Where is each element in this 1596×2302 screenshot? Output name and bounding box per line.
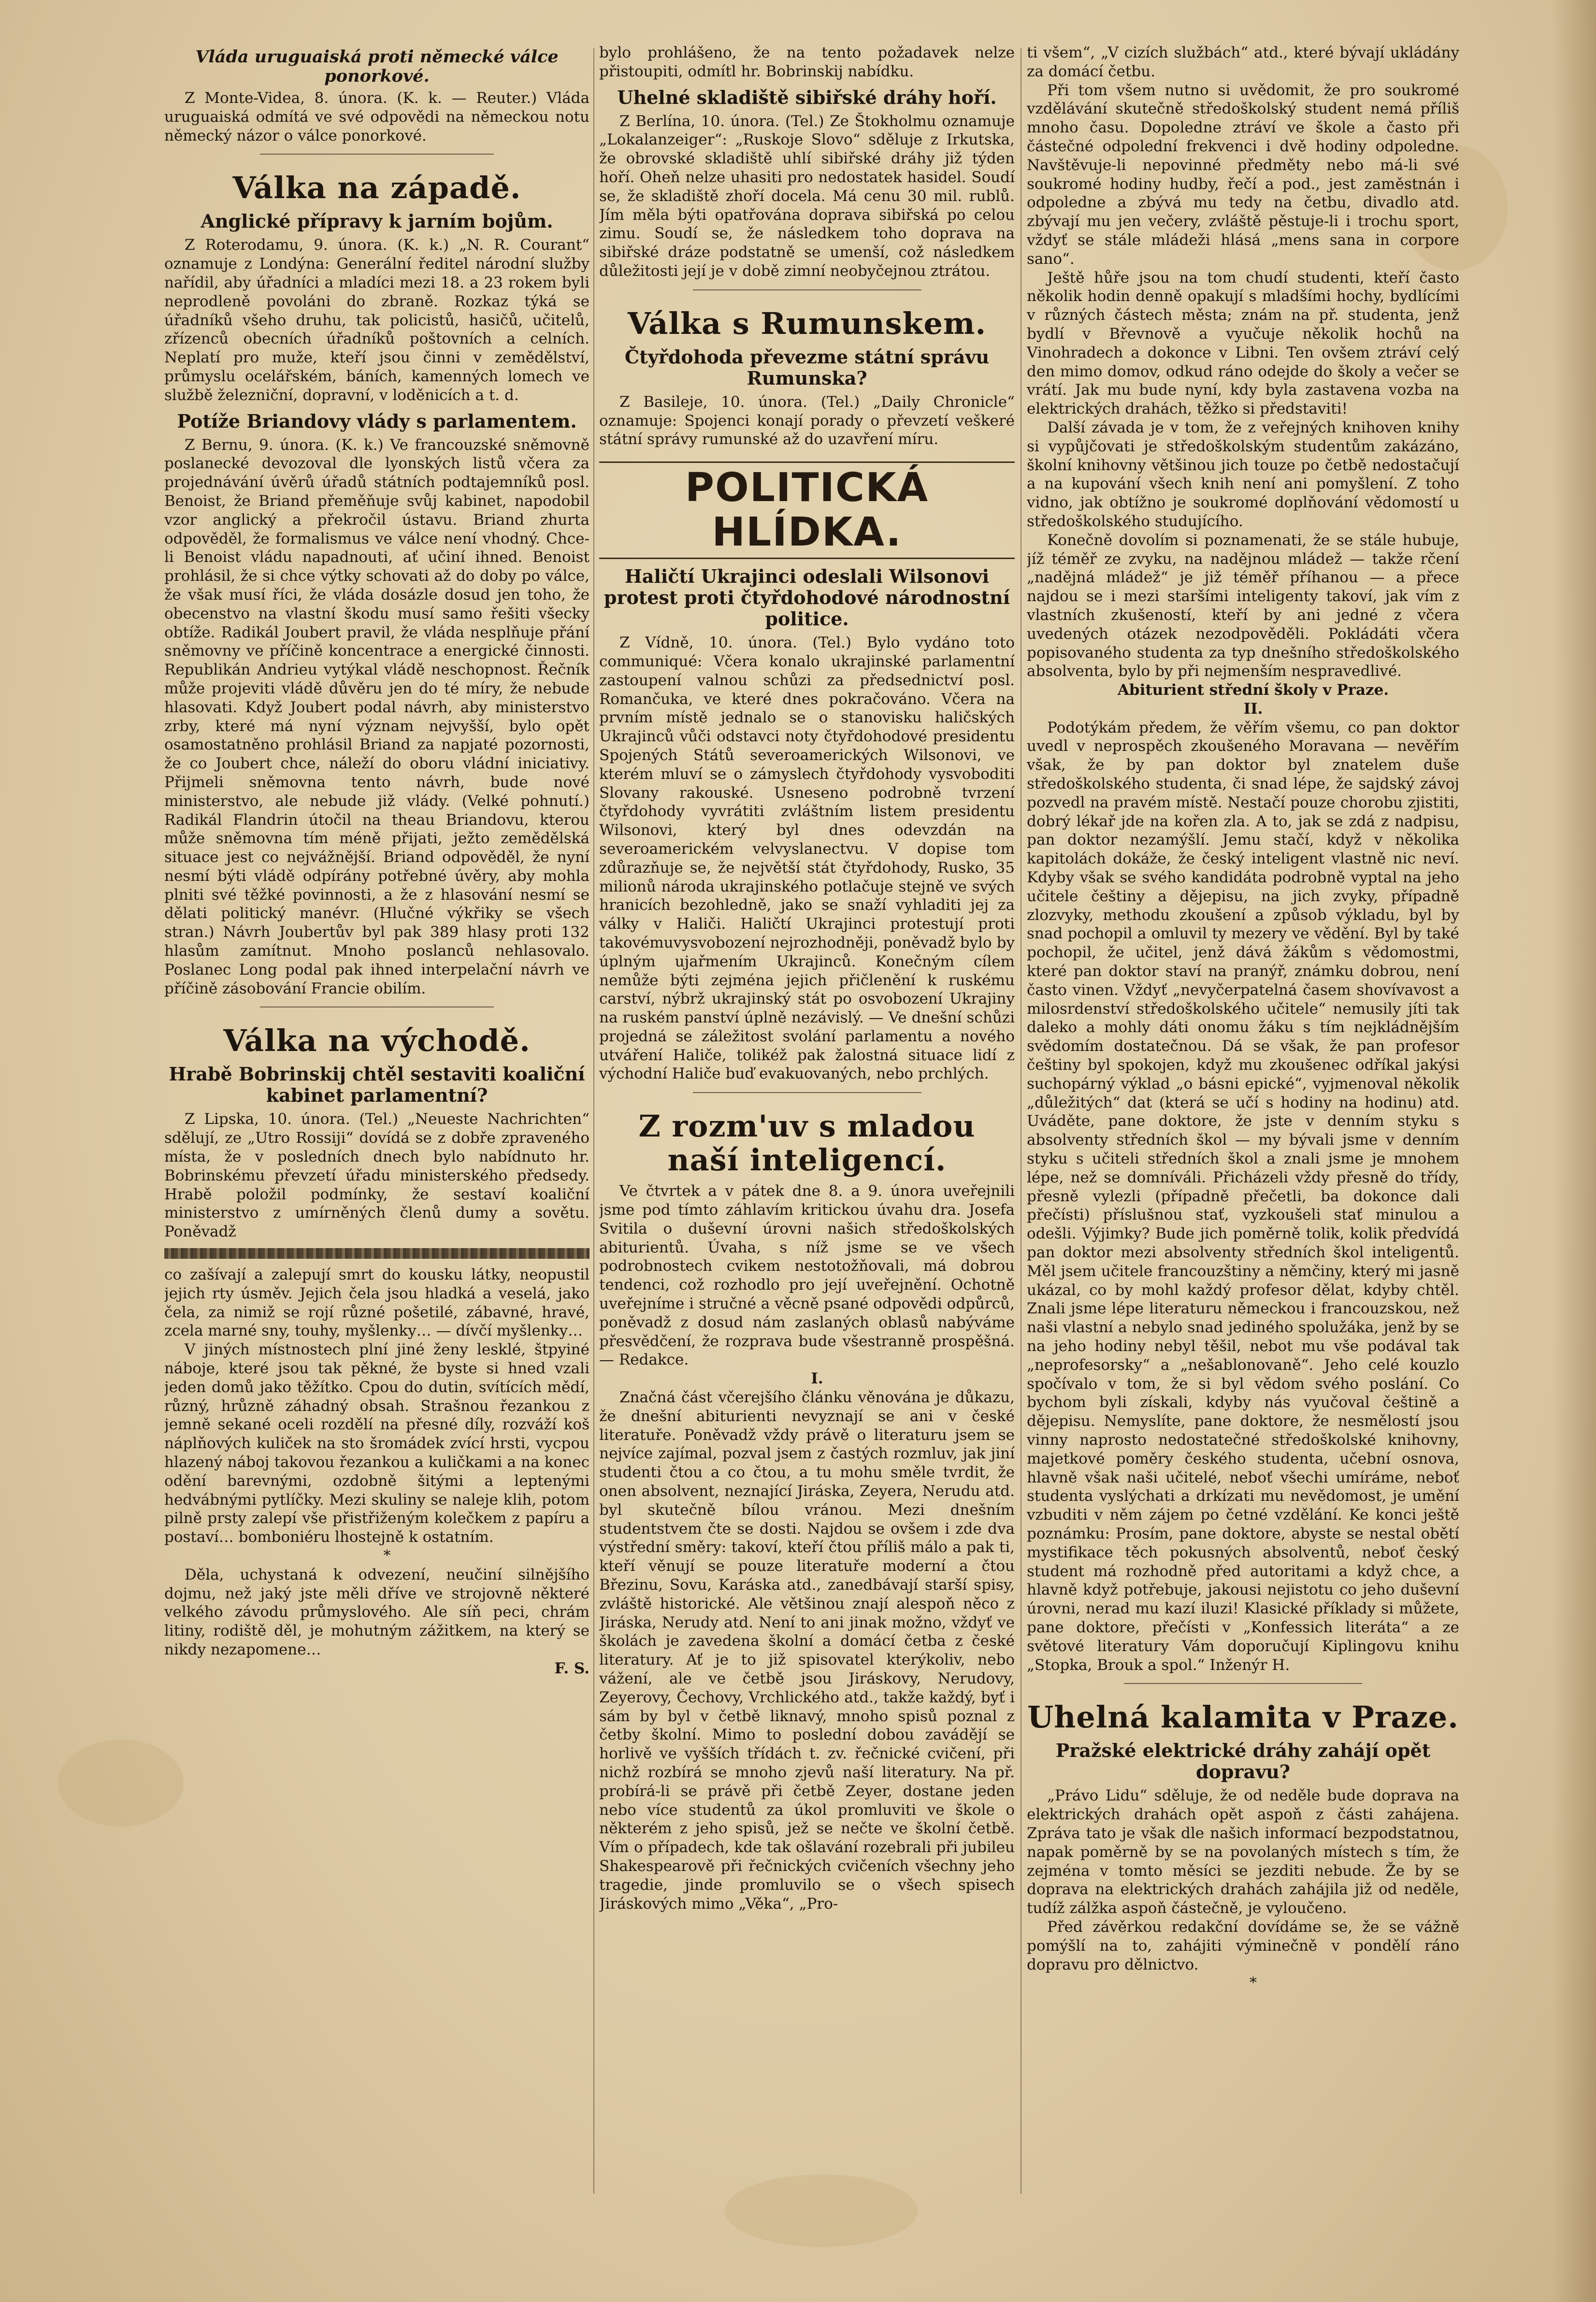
article-headline: Čtyřdohoda převezme státní správu Rumunska? xyxy=(624,345,990,389)
column-left xyxy=(164,43,590,2170)
part-number: I. xyxy=(811,1370,823,1388)
section-headline: Z rozm'uv s mladou naší inteligencí. xyxy=(638,1108,976,1178)
paragraph: Značná část včerejšího článku věnována je důkazu, že dnešní abiturienti nevyznají se ani v české literatuře. Poněvadž vždy právě o literaturu jsem se nejvíce zajímal, pozval jsem z častých rozmluv, jak jiní studenti čtou a co čtou, a tu mohu směle tvrdit, že onen absolvent, neznající Jiráska, Zeyera, Nerudu atd. byl skutečně bílou vránou. Mezi dnešním studentstvem čte se dosti. Najdou se ovšem i zde dva výstřední směry: takoví, kteří čtou příliš málo a pak ti, kteří věnují se pouze literatuře moderní a čtou Březinu, Sovu, Karáska atd., zanedbávají starší spisy, zvláště historické. Ale většinou znají alespoň něco z Jiráska, Nerudy atd. Není to ani jinak možno, vždyť ve školách je zavedena školní a domácí četba z české literatury. Ať je to již spisovatel kterýkoliv, nebo vážení, ale ve četbě jsou Jiráskovy, Nerudovy, Zeyerovy, Čechovy, Vrchlického atd., takže každý, byť i sám by byl v četbě liknavý, mnoho spisů poznal z četby školní. Mimo to poslední dobou zavádějí se horlivě ve vyšších třídách t. zv. řečnické cvičení, při nichž rozbírá se mnoho zjevů naší literatury. Na př. probírá-li se právě při četbě Zeyer, dostane jeden nebo více studentů za úkol promluviti ve škole o některém z jeho spisů, jež se nečte ve školní četbě. Vím o případech, kde tak ošlavání rozebrali při jubileu Shakespearově při řečnických cvičeních všechny jeho tragedie, jinde promluvilo se o všech spisech Jiráskových mimo „Věka“, „Pro- xyxy=(599,1389,1015,1913)
article-headline: Uhelné skladiště sibiřské dráhy hoří. xyxy=(617,86,997,108)
column-middle xyxy=(599,43,1015,2170)
article-headline: Hrabě Bobrinskij chtěl sestaviti koaliční kabinet parlamentní? xyxy=(169,1063,585,1107)
paragraph: Děla, uchystaná k odvezení, neučiní silnějšího dojmu, než jaký jste měli dříve ve strojovně některé velkého závodu průmyslového. Ale síň peci, chrám litiny, rodiště děl, je mohutným zážitkem, na který se nikdy nezapomene… xyxy=(164,1566,590,1658)
section-break: * xyxy=(383,1547,391,1564)
article-headline: Haličtí Ukrajinci odeslali Wilsonovi protest proti čtyřdohodové národnostní politice. xyxy=(604,565,1010,630)
paragraph: bylo prohlášeno, že na tento požadavek nelze přistoupiti, odmítl hr. Bobrinskij nabídku. xyxy=(599,44,1015,80)
paragraph: Z Berlína, 10. února. (Tel.) Ze Štokholmu oznamuje „Lokalanzeiger“: „Ruskoje Slovo“ sděluje z Irkutska, že obrovské skladiště uhlí sibiřské dráhy již týden hoří. Oheň nelze uhasiti pro nedostatek hasidel. Soudí se, že skladiště zhoří docela. Má cenu 30 mil. rublů. Jím měla býti opatřována doprava sibiřská po celou zimu. Soudí se, že následkem toho doprava na sibiřské dráze podstatně se umenší, což následkem důležitosti její je v době zimní neobyčejnou ztrátou. xyxy=(599,112,1015,280)
article-headline: Potíže Briandovy vlády s parlamentem. xyxy=(177,410,577,432)
paragraph: Další závada je v tom, že z veřejných knihoven knihy si vypůjčovati je středoškolským studentům zakázáno, školní knihovny většinou jich touze po četbě nedostačují a na kupování všech knih není ani pomyšlení. Z toho vidno, jak obtížno je soukromé doplňování vědomostí u středoškolského studujícího. xyxy=(1027,418,1459,530)
paragraph: Podotýkám předem, že věřím všemu, co pan doktor uvedl v neprospěch zkoušeného Moravana — nevěřím však, že by pan doktor byl znatelem duše středoškolského studenta, či snad lépe, že sajdský závoj pozvedl na pravém místě. Nestačí pouze chorobu zjistiti, dobrý lékař jde na kořen zla. A to, jak se zdá z nadpisu, pan doktor nezamýšlí. Jemu stačí, když v několika kapitolách dokáže, že český inteligent vlastně nic neví. Kdyby však se svého kandidáta podrobně vyptal na jeho učitele češtiny a dějepisu, na jich zvyky, případně zlozvyky, methodu zkoušení a způsob výkladu, byl by snad pochopil a omluvil ty mezery ve vědění. Byl by také pochopil, že učitel, jenž dává žákům s vědomostmi, které pan doktor staví na pranýř, známku dobrou, není často vinen. Vždyť „nevyčerpatelná časem shovívavost a milosrdenství středoškolského učitele“ nemusily jíti tak daleko a mohly dáti onomu žáku s tím nejkládnějším svědomím dostatečnou. Dá se však, že pan profesor češtiny byl spokojen, když mu zkoušenec odříkal jakýsi suchopárný výklad „o básni epické“, vyjmenoval několik „důležitých“ dat (která se učí s hodiny na hodinu) atd. Uváděte, pane doktore, že jste v denním styku s absolventy středních škol — my bývali jsme v denním styku s učiteli středních škol a znali jsme je mnohem lépe, než se domníváli. Přicházeli vždy přesně do třídy, přesně vylezli (případně přečetli, ba dokonce dali přečísti) příslušnou stať, vyzkoušeli stať minulou a odešli. Výjimky? Bude jich poměrně tolik, kolik předvídá pan doktor mezi absolventy středních škol inteligentů. Měl jsem učitele francouzštiny a němčiny, který mi jasně ukázal, co by mohl každý profesor dělat, kdyby chtěl. Znali jsme lépe literaturu německou i francouzskou, než naši vlastní a nebylo snad jediného spolužáka, jenž by se na jeho hodiny nebyl těšil, nebot mu vše podával tak „neprofesorsky“ a „nešablonovaně“. Jeho celé kouzlo spočívalo v tom, že si byl vědom svého poslání. Co bychom byli získali, kdyby nás vyučoval češtině a dějepisu. Nemyslíte, pane doktore, že nesmělostí jsou vinny naprosto nedostatečné středoškolské knihovny, majetkové poměry českého studenta, učební osnova, hlavně však naši učitelé, neboť všechi umíráme, neboť studenta vyslýchati a drkízati mu nevědomost, je umění vzbuditi v něm zájem po četné vzdělání. Ke konci ještě poznámku: Prosím, pane doktore, abyste se nestal obětí mystifikace těch pokusných absolventů, neboť český student má rozhodně před autoritami a když chce, a hlavně když potřebuje, jakousi nejistotu co jeho duševní úrovni, nerad mu kazí iluzi! Klasické příklady si můžete, pane doktore, přečísti v „Konfessich literáta“ a ze světové literatury Vám doporučují Kiplingovu knihu „Stopka, Brouk a spol.“ Inženýr H. xyxy=(1027,719,1459,1674)
paragraph: co zašívají a zalepují smrt do kousku látky, neopustil jejich rty úsměv. Jejich čela jsou hladká a veselá, jako čela, za nimiž se rojí různé pošetilé, zábavné, hravé, zcela marné sny, touhy, myšlenky… — dívčí myšlenky… xyxy=(164,1266,590,1340)
paragraph: V jiných místnostech plní jiné ženy lesklé, štpyiné náboje, které jsou tak pěkné, že byste si hned vzali jeden domů jako těžítko. Cpou do dutin, svítících mědí, různý, hrůzně záhadný obsah. Strašnou řezankou z jemně sekané oceli rozdělí na přesné díly, rozváží koš náplňových kuliček na sto šromádek zvící hrsti, vycpou hlazený náboj takovou řezankou a kuličkami a na konec odění barevnými, ozdobně šitými a leptenými hedvábnými pytlíčky. Mezi skuliny se naleje klih, potom pilně prsty zalepí vše přistřiženým kolečkem z papíru a postaví… bomboniéru lhostejně k ostatním. xyxy=(164,1341,590,1546)
lead-headline: Vláda uruguaiská proti německé válce ponorkové. xyxy=(195,47,559,86)
article-headline: Anglické přípravy k jarním bojům. xyxy=(201,210,553,232)
paragraph: Z Bernu, 9. února. (K. k.) Ve francouzské sněmovně poslanecké devozoval dle lyonských listů včera za projednávání úvěrů úřadů státních podtajemníků posl. Benoist, že Briand přeměňuje svůj kabinet, napodobil vzor anglický a překročil ústavu. Briand zhurta odpověděl, že formalismus ve válce není vhodný. Chce-li Benoist vládu napadnouti, ať učiní ihned. Benoist prohlásil, že si chce výtky schovati až do doby po válce, že však musí říci, že vláda dosázle dosud jen toho, že obecenstvo na vlastní škodu musí samo řešiti všecky obtíže. Radikál Joubert pravil, že vláda nesplňuje přání sněmovny ve příčině koncentrace a energické činnosti. Republikán Andrieu vytýkal vládě neschopnost. Řečník může projeviti vládě důvěru jen do té míry, že nebude hlasovati. Když Joubert podal návrh, aby ministerstvo zrby, které má nyní význam nejvyšší, bylo opět osamostatněno prohlásil Briand za napjaté pozornosti, že co Joubert chce, náleží do oboru vládní iniciativy. Přijmeli sněmovna tento návrh, bude nové ministerstvo, ale nebude již vlády. (Velké pohnutí.) Radikál Flandrin útočil na theau Briandovu, kterou může sněmovna tím méně přijati, ježto zemědělská situace jest co nejvážnější. Briand odpověděl, že nyní nesmí býti vládě odpírány potřebné úvěry, aby mohla plniti své těžké povinnosti, a že z hlasování nesmí se dělati politický manévr. (Hlučné výkřiky se všech stran.) Návrh Joubertův byl pak 389 hlasy proti 132 hlasům zamítnut. Mnoho poslanců nehlasovalo. Poslanec Long podal pak ihned interpelační návrh ve příčině zásobování Francie obilím. xyxy=(164,436,590,997)
page-edge-shadow xyxy=(1553,0,1596,2302)
section-headline: Uhelná kalamita v Praze. xyxy=(1027,1699,1459,1735)
paragraph: Ještě hůře jsou na tom chudí studenti, kteří často několik hodin denně opakují s mladšími hochy, bydlícími v různých částech města; znám na př. studenta, jenž bydlí v Břevnově a vyučuje několik hochů na Vinohradech a dokonce v Libni. Ten ovšem ztráví celý den mimo domov, odkud ráno odejde do školy a večer se vrátí. Jak mu bude nyní, kdy byla zastavena vozba na elektrických drahách, těžko si představiti! xyxy=(1027,269,1459,418)
article-headline: Pražské elektrické dráhy zahájí opět dopravu? xyxy=(1055,1740,1431,1783)
separator-rule xyxy=(1124,1683,1362,1684)
section-banner: POLITICKÁ HLÍDKA. xyxy=(599,461,1015,559)
separator-rule xyxy=(693,1092,921,1093)
section-headline: Válka s Rumunskem. xyxy=(627,305,987,341)
paragraph: „Právo Lidu“ sděluje, že od neděle bude doprava na elektrických drahách opět aspoň z části zahájena. Zpráva tato je však dle našich informací bezpodstatnou, napak poměrně by se na povolaných místech s tím, že zejména v tomto měsíci se jezditi nebude. Že by se doprava na elektrických drahách zahájila již od neděle, tudíž zálžka aspoň částečně, je vyloučeno. xyxy=(1027,1787,1459,1917)
section-headline: Válka na východě. xyxy=(223,1023,531,1059)
paragraph: Ve čtvrtek a v pátek dne 8. a 9. února uveřejnili jsme pod tímto záhlavím kritickou úvahu dra. Josefa Svitila o duševní úrovni našich středoškolských abiturientů. Úvaha, s níž jsme se ve všech podrobnostech cvikem nestotožňovali, má dobrou tendenci, což rozhodlo pro její uveřejnění. Ochotně uveřejníme i stručné a věcně psané odpovědi odpůrců, poněvadž z dosud nám zaslaných oblasů nabýváme přesvědčení, že rozprava bude všestranně prospěšná. — Redakce. xyxy=(599,1182,1015,1369)
paragraph: Při tom všem nutno si uvědomit, že pro soukromé vzdělávání skutečně středoškolský student nemá příliš mnoho času. Dopoledne ztráví ve škole a často při částečné odpolední frekvenci i dvě hodiny odpoledne. Navštěvuje-li nepovinné předměty nebo má-li své soukromé hodiny hudby, řečí a pod., jest zaměstnán i odpoledne a zbývá mu tedy na četbu, divadlo atd. zbývají mu jen večery, zvláště pěstuje-li i trochu sport, vždyť se stále mládeži hlásá „mens sana in corpore sano“. xyxy=(1027,81,1459,268)
paragraph: Z Roterodamu, 9. února. (K. k.) „N. R. Courant“ oznamuje z Londýna: Generální ředitel národní služby nařídil, aby úřadníci a mladíci mezi 18. a 23 rokem byli neprodleně povoláni do zbraně. Rozkaz týká se úřadníků všeho druhu, tak policistů, hasičů, učitelů, zřízenců obecních úřadníků poštovních a celních. Neplatí pro muže, kteří jsou činni v zemědělství, průmyslu ocelářském, báních, kamenných lomech ve službě železniční, dopravní, v loděnicích a t. d. xyxy=(164,236,590,404)
section-break: * xyxy=(1250,1974,1257,1992)
column-divider xyxy=(593,48,594,2194)
signature: F. S. xyxy=(554,1659,590,1677)
paragraph: Z Vídně, 10. února. (Tel.) Bylo vydáno toto communiqué: Včera konalo ukrajinské parlamentní zastoupení valnou schůzi za předsednictví posl. Romančuka, ve které dnes pokračováno. Včera na prvním místě jednalo se o stanovisku haličských Ukrajinců vůči odstavci noty čtyřdohodové presidentu Spojených Států severoamerických Wilsonovi, ve kterém mluví se o zámyslech čtyřdohody vysvoboditi Slovany rakouské. Usneseno podrobně tvrzení čtyřdohody vyvrátiti zvláštním listem presidentu Wilsonovi, který byl dnes odevzdán na severoamerickém velvyslanectvu. V dopise tom zdůrazňuje se, že největší stát čtyřdohody, Rusko, 35 milionů národa ukrajinského potlačuje stejně ve svých hranicích bezohledně, jako se snaží vyhladiti jej za války v Haliči. Haličtí Ukrajinci protestují proti takovémuvysvobození nejrozhodněji, poněvadž bylo by úplným ujařmením Ukrajinců. Konečným cílem nemůže býti zejména jejich přičlenění k ruskému carství, nýbrž ukrajinský stát po osvobození Ukrajiny na ruském panství úplně nezávislý. — Ve dnešní schůzi projedná se záležitost svolání parlamentu a nového utváření Haliče, tolikéž pak žalostná situace lidí z východní Haliče buď evakuovaných, nebo prchlých. xyxy=(599,634,1015,1083)
paragraph: Z Basileje, 10. února. (Tel.) „Daily Chronicle“ oznamuje: Spojenci konají porady o převzetí veškeré státní správy rumunské až do uzavření míru. xyxy=(599,393,1015,448)
print-band xyxy=(164,1248,590,1259)
separator-rule xyxy=(693,289,921,290)
paragraph: Před závěrkou redakční dovídáme se, že se vážně pomýšlí na to, zahájiti výminečně v pondělí ráno dopravu pro dělnictvo. xyxy=(1027,1918,1459,1973)
paragraph: Z Lipska, 10. února. (Tel.) „Neueste Nachrichten“ sdělují, ze „Utro Rossiji“ dovídá se z dobře zpraveného místa, že v posledních dnech bylo nabídnuto hr. Bobrinskému převzetí úřadu ministerského předsedy. Hrabě položil podmínky, že sestaví koaliční ministerstvo z umírněných členů dumy a sovětu. Poněvadž xyxy=(164,1110,590,1241)
separator-rule xyxy=(260,154,494,155)
column-right xyxy=(1027,43,1459,2170)
paragraph: ti všem“, „V cizích službách“ atd., které bývají ukládány za domácí četbu. xyxy=(1027,44,1459,80)
paragraph: Z Monte-Videa, 8. února. (K. k. — Reuter.) Vláda uruguaiská odmítá ve své odpovědi na německou notu německý názor o válce ponorkové. xyxy=(164,89,590,144)
paragraph: Konečně dovolím si poznamenati, že se stále hubuje, jíž téměř ze zvyku, na nadějnou mládež — takže rčení „nadějná mládež“ je již téměř příhanou — a přece najdou se i mezi staršími inteligenty takoví, jak vím z vlastních zkušeností, kteří by ani jedné z včera uvedených otázek nezodpověděli. Pokládáti včera popisovaného studenta za typ dnešního středoškolského absolventa, bylo by při nejmenším nespravedlivé. xyxy=(1027,531,1459,680)
signature: Abiturient střední školy v Praze. xyxy=(1117,681,1389,699)
part-number: II. xyxy=(1243,700,1263,718)
section-headline: Válka na západě. xyxy=(232,170,521,206)
